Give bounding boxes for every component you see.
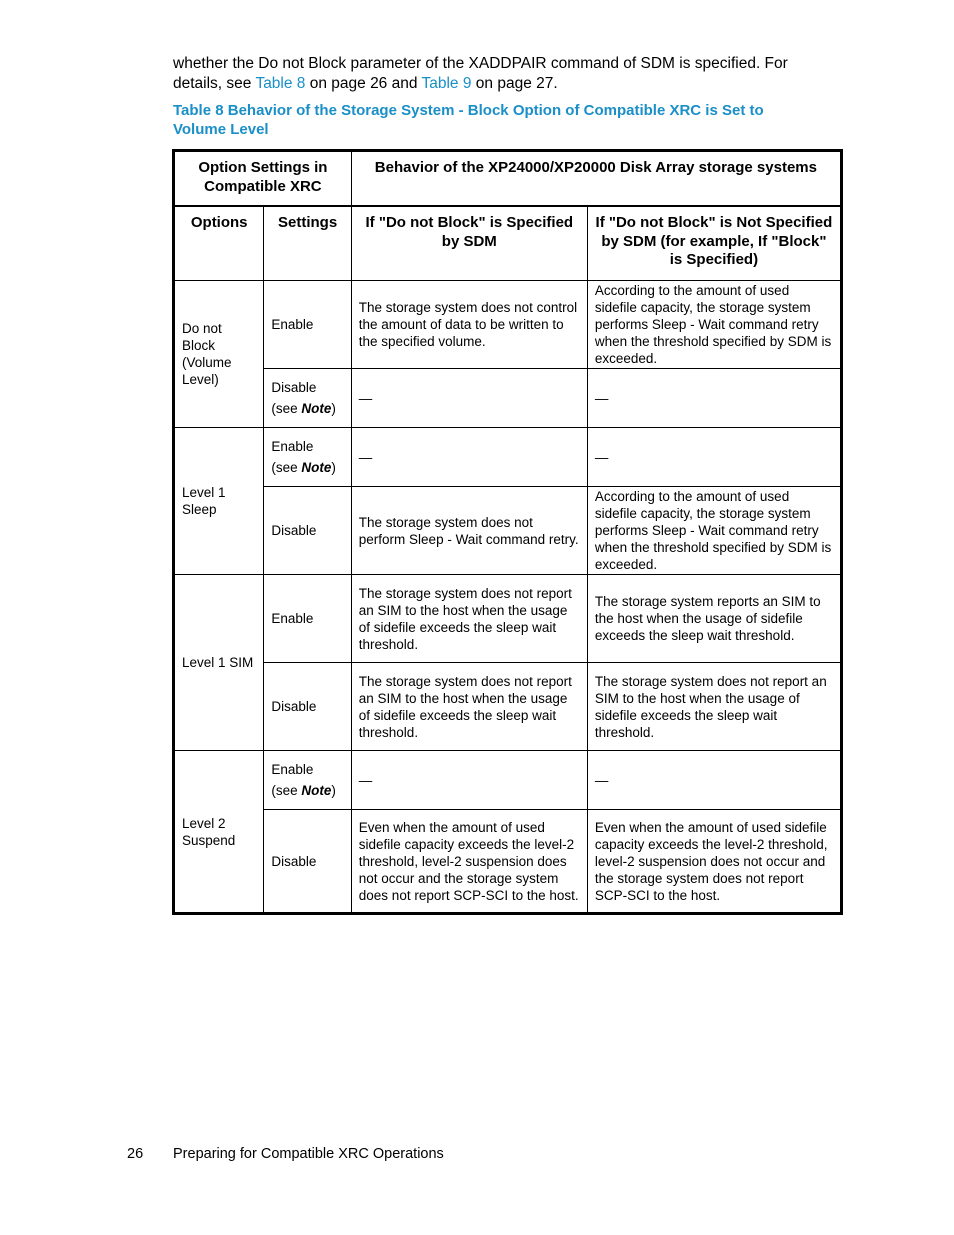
option-cell: Level 1 SIM <box>174 575 264 751</box>
option-cell: Do not Block (Volume Level) <box>174 281 264 428</box>
specified-cell: — <box>351 428 587 487</box>
setting-cell: Disable <box>264 487 351 575</box>
intro-line2-mid2: on page 27. <box>471 74 558 92</box>
header-row-2 <box>174 206 842 281</box>
see-prefix: (see <box>271 460 302 475</box>
header-specified: If "Do not Block" is Specified by SDM <box>351 206 587 281</box>
table-row <box>174 487 842 575</box>
not-specified-cell: — <box>587 428 841 487</box>
setting-cell: Enable <box>264 281 351 369</box>
setting-label: Enable <box>271 439 314 454</box>
header-option-settings: Option Settings in Compatible XRC <box>174 151 352 207</box>
intro-line2-mid1: on page 26 and <box>305 74 422 92</box>
setting-cell: Disable <box>264 810 351 914</box>
table-row <box>174 810 842 914</box>
table-row <box>174 369 842 428</box>
see-suffix: ) <box>331 460 336 475</box>
setting-cell <box>264 751 351 810</box>
intro-line1: whether the Do not Block parameter of the XADDPAIR command of SDM is specified. For <box>173 55 788 72</box>
not-specified-cell: The storage system does not report an SIM to the host when the usage of sidefile exceeds the sleep wait threshold. <box>587 663 841 751</box>
see-prefix: (see <box>271 783 302 798</box>
table-caption: Table 8 Behavior of the Storage System - Block Option of Compatible XRC is Set to Volume Level <box>173 102 764 138</box>
table-row <box>174 428 842 487</box>
specified-cell: — <box>351 369 587 428</box>
header-not-specified: If "Do not Block" is Not Specified by SDM (for example, If "Block" is Specified) <box>587 206 841 281</box>
header-options: Options <box>174 206 264 281</box>
see-suffix: ) <box>331 783 336 798</box>
setting-cell: Disable <box>264 663 351 751</box>
not-specified-cell: Even when the amount of used sidefile capacity exceeds the level-2 threshold, level-2 suspension does not occur and the storage system does not report SCP-SCI to the host. <box>587 810 841 914</box>
header-behavior: Behavior of the XP24000/XP20000 Disk Array storage systems <box>351 151 841 207</box>
see-prefix: (see <box>271 401 302 416</box>
table-row <box>174 575 842 663</box>
header-row-1 <box>174 151 842 207</box>
intro-line2-prefix: details, see <box>173 74 256 92</box>
not-specified-cell: — <box>587 369 841 428</box>
specified-cell: The storage system does not perform Sleep - Wait command retry. <box>351 487 587 575</box>
specified-cell: Even when the amount of used sidefile capacity exceeds the level-2 threshold, level-2 suspension does not occur and the storage system does not report SCP-SCI to the host. <box>351 810 587 914</box>
specified-cell: The storage system does not report an SIM to the host when the usage of sidefile exceeds the sleep wait threshold. <box>351 663 587 751</box>
note-reference: Note <box>301 401 332 416</box>
table-row <box>174 281 842 369</box>
specified-cell: The storage system does not report an SIM to the host when the usage of sidefile exceeds the sleep wait threshold. <box>351 575 587 663</box>
not-specified-cell: The storage system reports an SIM to the host when the usage of sidefile exceeds the sleep wait threshold. <box>587 575 841 663</box>
table-row <box>174 751 842 810</box>
specified-cell: The storage system does not control the amount of data to be written to the specified volume. <box>351 281 587 369</box>
setting-cell <box>264 369 351 428</box>
option-cell: Level 2 Suspend <box>174 751 264 914</box>
specified-cell: — <box>351 751 587 810</box>
footer-section-title: Preparing for Compatible XRC Operations <box>173 1146 444 1162</box>
table-row <box>174 663 842 751</box>
table9-link[interactable]: Table 9 <box>421 74 472 92</box>
setting-label: Disable <box>271 380 317 395</box>
table8-link[interactable]: Table 8 <box>255 74 306 92</box>
note-reference: Note <box>301 460 332 475</box>
not-specified-cell: — <box>587 751 841 810</box>
see-suffix: ) <box>331 401 336 416</box>
page-number: 26 <box>127 1146 144 1162</box>
header-settings: Settings <box>264 206 351 281</box>
intro-paragraph <box>173 54 813 93</box>
setting-cell: Enable <box>264 575 351 663</box>
note-reference: Note <box>301 783 332 798</box>
option-cell: Level 1 Sleep <box>174 428 264 575</box>
setting-label: Enable <box>271 762 314 777</box>
not-specified-cell: According to the amount of used sidefile capacity, the storage system performs Sleep - Wait command retry when the threshold specified by SDM is exceeded. <box>587 281 841 369</box>
setting-cell <box>264 428 351 487</box>
behavior-table <box>172 149 843 915</box>
not-specified-cell: According to the amount of used sidefile capacity, the storage system performs Sleep - Wait command retry when the threshold specified by SDM is exceeded. <box>587 487 841 575</box>
